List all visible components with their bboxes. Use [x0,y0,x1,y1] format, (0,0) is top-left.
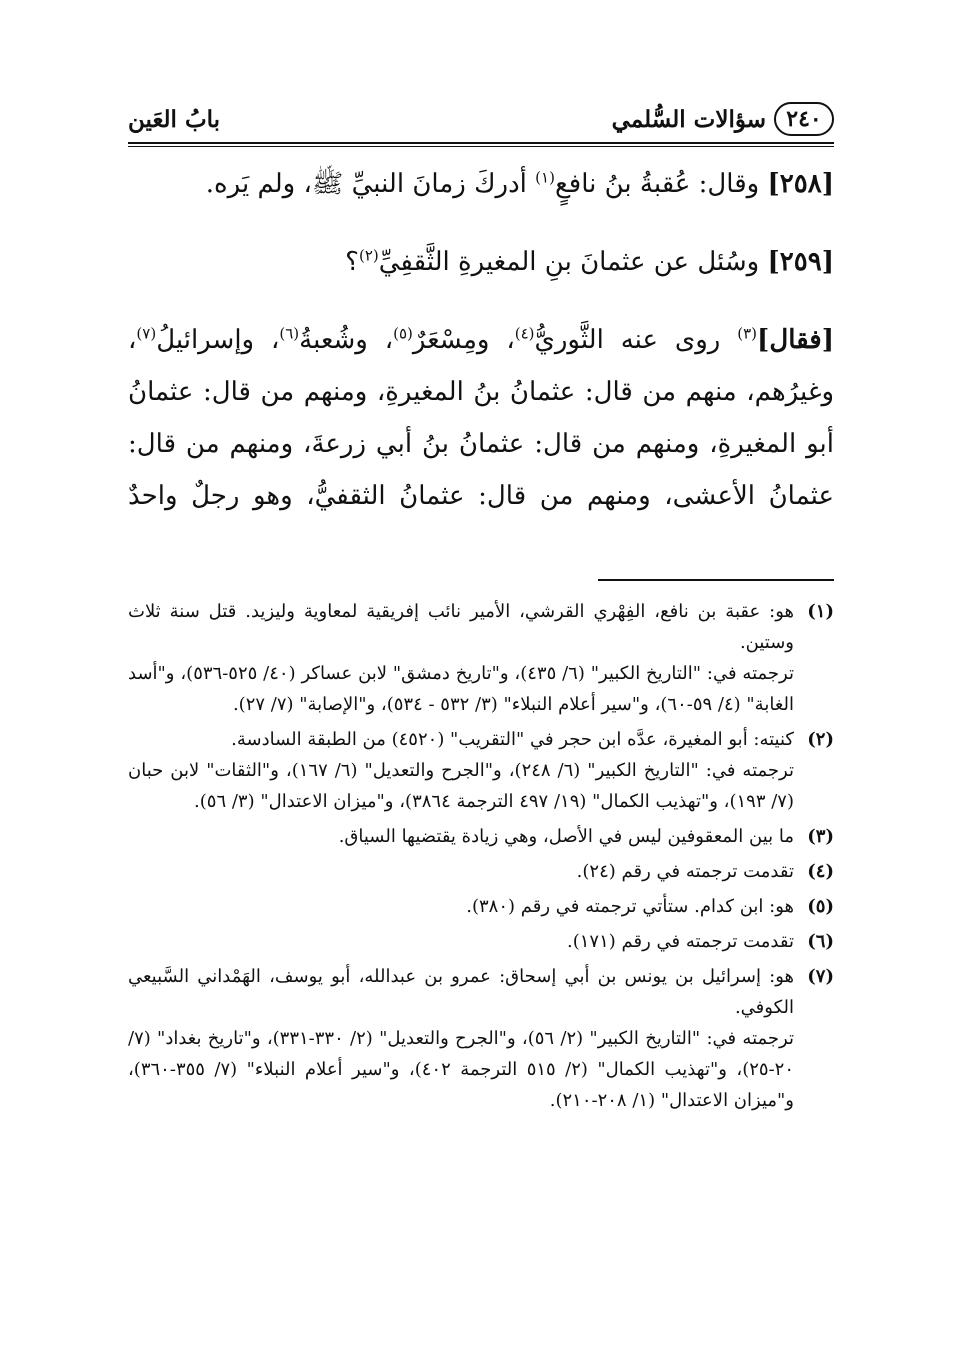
entry-258 [128,158,834,210]
footnote-4 [128,856,834,887]
footnote-ref-3[interactable]: (٣) [737,324,758,343]
footnote-line: ترجمته في: "التاريخ الكبير" (٦/ ٤٣٥)، و"تاريخ دمشق" لابن عساكر (٤٠/ ٥٢٥-٥٣٦)، و"أسد الغابة" (٤/ ٥٩-٦٠)، و"سير أعلام النبلاء" (٣/ ٥٣٢ - ٥٣٤)، و"الإصابة" (٧/ ٢٧). [128,663,794,715]
footnote-line: ما بين المعقوفين ليس في الأصل، وهي زيادة يقتضيها السياق. [338,826,794,847]
footnote-mark: (٧) [807,966,834,987]
footnote-line: ترجمته في: "التاريخ الكبير" (٦/ ٢٤٨)، و"الجرح والتعديل" (٦/ ١٦٧)، و"الثقات" لابن حبان (٧/ ١٩٣)، و"تهذيب الكمال" (١٩/ ٤٩٧ الترجمة ٣٨٦٤)، و"ميزان الاعتدال" (٣/ ٥٦). [128,760,794,812]
entry-text: ؟ [345,247,359,277]
footnote-ref-2[interactable]: (٢) [358,246,379,265]
entry-259-answer [128,314,834,522]
answer-text: ، ومِسْعَرٌ [412,325,515,355]
main-text [128,158,834,522]
footnote-separator [598,579,834,581]
running-header [128,98,834,140]
footnote-line: هو: عقبة بن نافع، الفِهْري القرشي، الأمير نائب إفريقية لمعاوية وليزيد. قتل سنة ثلاث وستين. [128,601,794,653]
footnote-mark: (٤) [807,861,834,882]
footnote-body [128,926,794,957]
footnote-mark: (٢) [807,729,834,750]
page-number: ٢٤٠ [774,102,834,136]
chapter-title: بابُ العَين [128,105,221,133]
footnote-mark: (١) [807,601,834,622]
footnote-5 [128,891,834,922]
entry-text: وقال: عُقبةُ بنُ نافعٍ [554,169,768,199]
footnote-mark: (٥) [807,896,834,917]
entry-text: وسُئل عن عثمانَ بنِ المغيرةِ الثَّقفِيِّ [378,247,768,277]
answer-text: روى عنه الثَّوريُّ [534,325,738,355]
entry-text: أدركَ زمانَ النبيِّ ﷺ، ولم يَره. [205,169,536,199]
footnotes [128,596,834,1116]
footnote-ref-7[interactable]: (٧) [136,324,157,343]
footnote-3 [128,821,834,852]
footnote-line: تقدمت ترجمته في رقم (١٧١). [567,931,794,952]
footnote-line: تقدمت ترجمته في رقم (٢٤). [576,861,794,882]
footnote-line: هو: ابن كدام. ستأتي ترجمته في رقم (٣٨٠). [466,896,794,917]
entry-259 [128,236,834,288]
footnote-line: ترجمته في: "التاريخ الكبير" (٢/ ٥٦)، و"الجرح والتعديل" (٢/ ٣٣٠-٣٣١)، و"تاريخ بغداد" (٧/ ٢٠-٢٥)، و"تهذيب الكمال" (٢/ ٥١٥ الترجمة ٤٠٢)، و"سير أعلام النبلاء" (٧/ ٣٥٥-٣٦٠)، و"ميزان الاعتدال" (١/ ٢٠٨-٢١٠). [128,1028,795,1111]
answer-text: ، وإسرائيلُ [156,325,280,355]
answer-text: ، وغيرُهم، منهم من قال: عثمانُ بنُ المغيرةِ، ومنهم من قال: عثمانُ أبو المغيرةِ، ومنهم من قال: عثمانُ بنُ أبي زرعةَ، ومنهم من قال: عثمانُ الأعشى، ومنهم من قال: عثمانُ الثقفيُّ، وهو رجلٌ واحدٌ [128,325,834,511]
footnote-6 [128,926,834,957]
footnote-body [128,724,794,817]
footnote-ref-6[interactable]: (٦) [279,324,300,343]
book-title: سؤالات السُّلمي [611,105,766,133]
entry-number: [٢٥٩] [767,247,834,277]
header-rule [128,142,834,147]
footnote-line: كنيته: أبو المغيرة، عدَّه ابن حجر في "التقريب" (٤٥٢٠) من الطبقة السادسة. [231,729,794,750]
footnote-ref-1[interactable]: (١) [535,168,555,187]
footnote-body [128,961,794,1116]
footnote-body [128,596,794,720]
footnote-1 [128,596,834,720]
footnote-mark: (٣) [807,826,834,847]
footnote-7 [128,961,834,1116]
footnote-ref-5[interactable]: (٥) [393,324,413,343]
footnote-line: هو: إسرائيل بن يونس بن أبي إسحاق: عمرو بن عبدالله، أبو يوسف، الهَمْداني السَّبيعي الكوفي. [128,966,794,1018]
footnote-mark: (٦) [807,931,834,952]
entry-number: [٢٥٨] [767,169,834,199]
footnote-body [128,891,794,922]
footnote-body [128,821,794,852]
answer-lead: [فقال] [757,325,835,355]
footnote-body [128,856,794,887]
header-right-group [612,102,834,136]
footnote-ref-4[interactable]: (٤) [514,324,535,343]
answer-text: ، وشُعبةُ [299,325,394,355]
footnote-2 [128,724,834,817]
